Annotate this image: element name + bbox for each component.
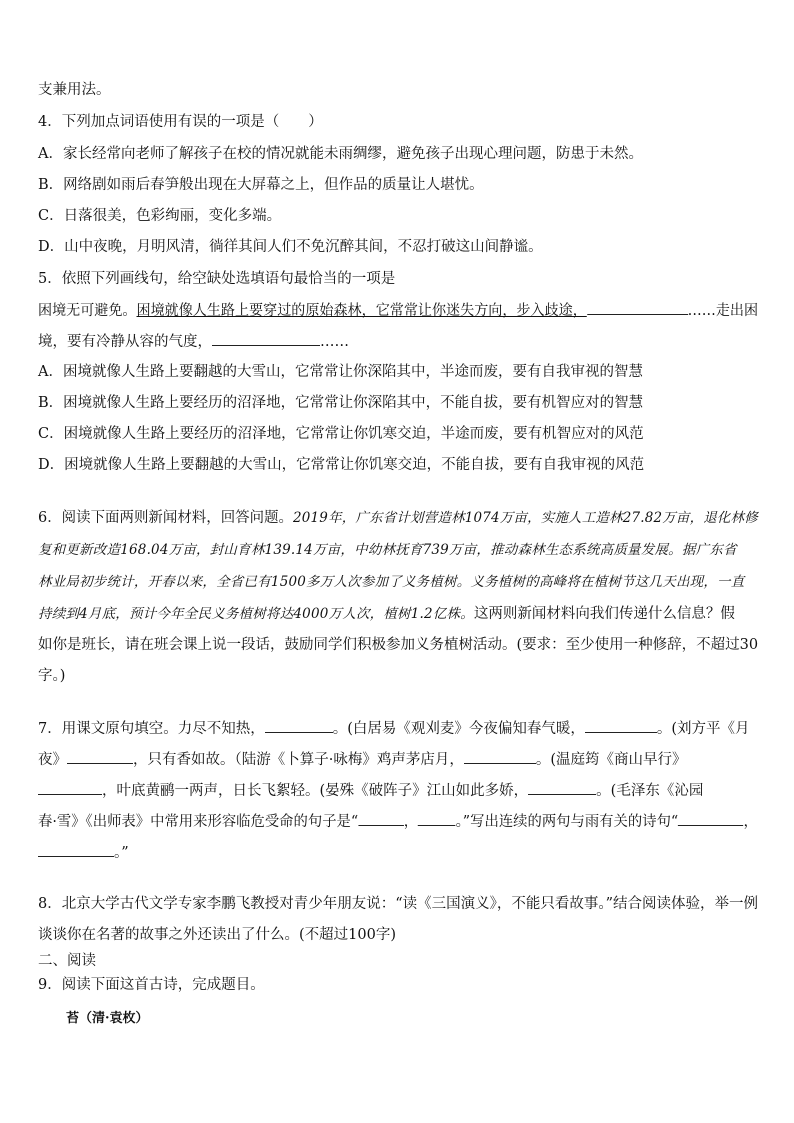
- q4-option-b: B．网络剧如雨后春笋般出现在大屏幕之上，但作品的质量让人堪忧。: [38, 177, 484, 193]
- q7-text-1b: 。(白居易《观刈麦》今夜偏知春气暖，: [332, 721, 585, 737]
- q7-blank-3: [67, 749, 133, 764]
- q6-line-5: 如你是班长，请在班会课上说一段话，鼓励同学们积极参加义务植树活动。(要求：至少使用一种修辞，不超过30: [38, 637, 759, 653]
- q7-blank-5: [38, 780, 102, 795]
- q7-text-3b: 。(毛泽东《沁园: [596, 783, 704, 799]
- continued-text: 支兼用法。: [38, 82, 111, 98]
- q5-passage-cont-2: 境，要有冷静从容的气度，: [38, 334, 212, 350]
- q7-text-3a: ，叶底黄鹂一两声，日长飞絮轻。(晏殊《破阵子》江山如此多娇，: [102, 783, 529, 799]
- q7-blank-8: [418, 811, 456, 826]
- q7-blank-9: [678, 811, 743, 826]
- q7-blank-1: [265, 718, 333, 733]
- q7-blank-6: [528, 780, 596, 795]
- q7-text-2b: ，只有香如故。（陆游《卜算子·咏梅》鸡声茅店月，: [133, 752, 464, 768]
- q6-line-6: 字。): [38, 668, 66, 684]
- q4-option-a: A．家长经常向老师了解孩子在校的情况就能未雨绸缪，避免孩子出现心理问题，防患于未然。: [38, 146, 643, 162]
- q5-passage-line-1: [38, 300, 758, 321]
- q4-option-d: D．山中夜晚，月明风清，徜徉其间人们不免沉醉其间，不忍打破这山间静谧。: [38, 239, 543, 255]
- q6-news-end: 持续到4月底，预计今年全民义务植树将达4000万人次，植树1.2亿株。: [38, 606, 474, 622]
- q6-stem: 6．阅读下面两则新闻材料，回答问题。: [38, 510, 294, 526]
- q5-option-c: C．困境就像人生路上要经历的沼泽地，它常常让你饥寒交迫，半途而废，要有机智应对的风范: [38, 426, 644, 442]
- q7-text-4d: ，: [743, 814, 758, 830]
- q7-line-4: [38, 811, 758, 832]
- q7-line-3: [38, 780, 703, 801]
- q6-news-line-2: 复和更新改造168.04万亩，封山育林139.14万亩，中幼林抚育739万亩，推动森林生态系统高质量发展。据广东省: [38, 542, 737, 558]
- q6-line-1: [38, 508, 758, 528]
- q5-passage-start: 困境无可避免。: [38, 303, 137, 319]
- q5-blank-1: [587, 300, 688, 315]
- q7-text-4a: 春·雪》《出师表》中常用来形容临危受命的句子是“: [38, 814, 359, 830]
- q4-option-c: C．日落很美，色彩绚丽，变化多端。: [38, 208, 282, 224]
- q5-option-b: B．困境就像人生路上要经历的沼泽地，它常常让你深陷其中，不能自拔，要有机智应对的智慧: [38, 395, 644, 411]
- q7-text-4b: ，: [403, 814, 419, 830]
- q5-option-a: A．困境就像人生路上要翻越的大雪山，它常常让你深陷其中，半途而废，要有自我审视的智慧: [38, 364, 643, 380]
- q6-news-line-3: 林业局初步统计，开春以来，全省已有1500多万人次参加了义务植树。义务植树的高峰将在植树节这几天出现，一直: [38, 574, 745, 590]
- q9-stem: 9．阅读下面这首古诗，完成题目。: [38, 977, 265, 993]
- q7-line-5: [38, 842, 129, 863]
- q7-blank-7: [358, 811, 403, 826]
- section-title: 二、阅读: [38, 953, 96, 969]
- q8-line-2: 谈谈你在名著的故事之外还读出了什么。(不超过100字): [38, 927, 396, 943]
- q5-stem: 5．依照下列画线句，给空缺处选填语句最恰当的一项是: [38, 271, 396, 287]
- q7-text-1a: 7．用课文原句填空。力尽不知热，: [38, 721, 265, 737]
- q5-passage-line-2: [38, 331, 349, 352]
- q4-stem: 4．下列加点词语使用有误的一项是（ ）: [38, 114, 323, 130]
- q5-ellipsis: ……: [320, 334, 349, 350]
- q7-blank-2: [585, 718, 657, 733]
- q6-news-1: 2019年，广东省计划营造林1074万亩，实施人工造林27.82万亩，退化林修: [293, 510, 758, 526]
- q5-blank-2: [212, 331, 320, 346]
- q6-question: 这两则新闻材料向我们传递什么信息？假: [473, 606, 735, 622]
- q7-text-5: 。”: [114, 845, 129, 861]
- poem-title: 苔（清·袁枚）: [66, 1011, 149, 1026]
- q7-line-1: [38, 718, 750, 739]
- q7-text-2a: 夜》: [38, 752, 67, 768]
- q8-line-1: 8．北京大学古代文学专家李鹏飞教授对青少年朋友说：“读《三国演义》，不能只看故事。”结合阅读体验，举一例: [38, 896, 759, 912]
- q5-passage-cont: ……走出困: [687, 303, 759, 319]
- q5-option-d: D．困境就像人生路上要翻越的大雪山，它常常让你饥寒交迫，不能自拔，要有自我审视的风范: [38, 457, 645, 473]
- q7-blank-4: [464, 749, 536, 764]
- q6-line-4: [38, 604, 735, 624]
- q5-underlined-sentence: 困境就像人生路上要穿过的原始森林，它常常让你迷失方向，步入歧途，: [136, 303, 587, 319]
- q7-blank-10: [38, 842, 114, 857]
- q7-line-2: [38, 749, 687, 770]
- q7-text-1c: 。(刘方平《月: [656, 721, 750, 737]
- q7-text-2c: 。(温庭筠《商山早行》: [535, 752, 687, 768]
- q7-text-4c: 。”写出连续的两句与雨有关的诗句“: [455, 814, 679, 830]
